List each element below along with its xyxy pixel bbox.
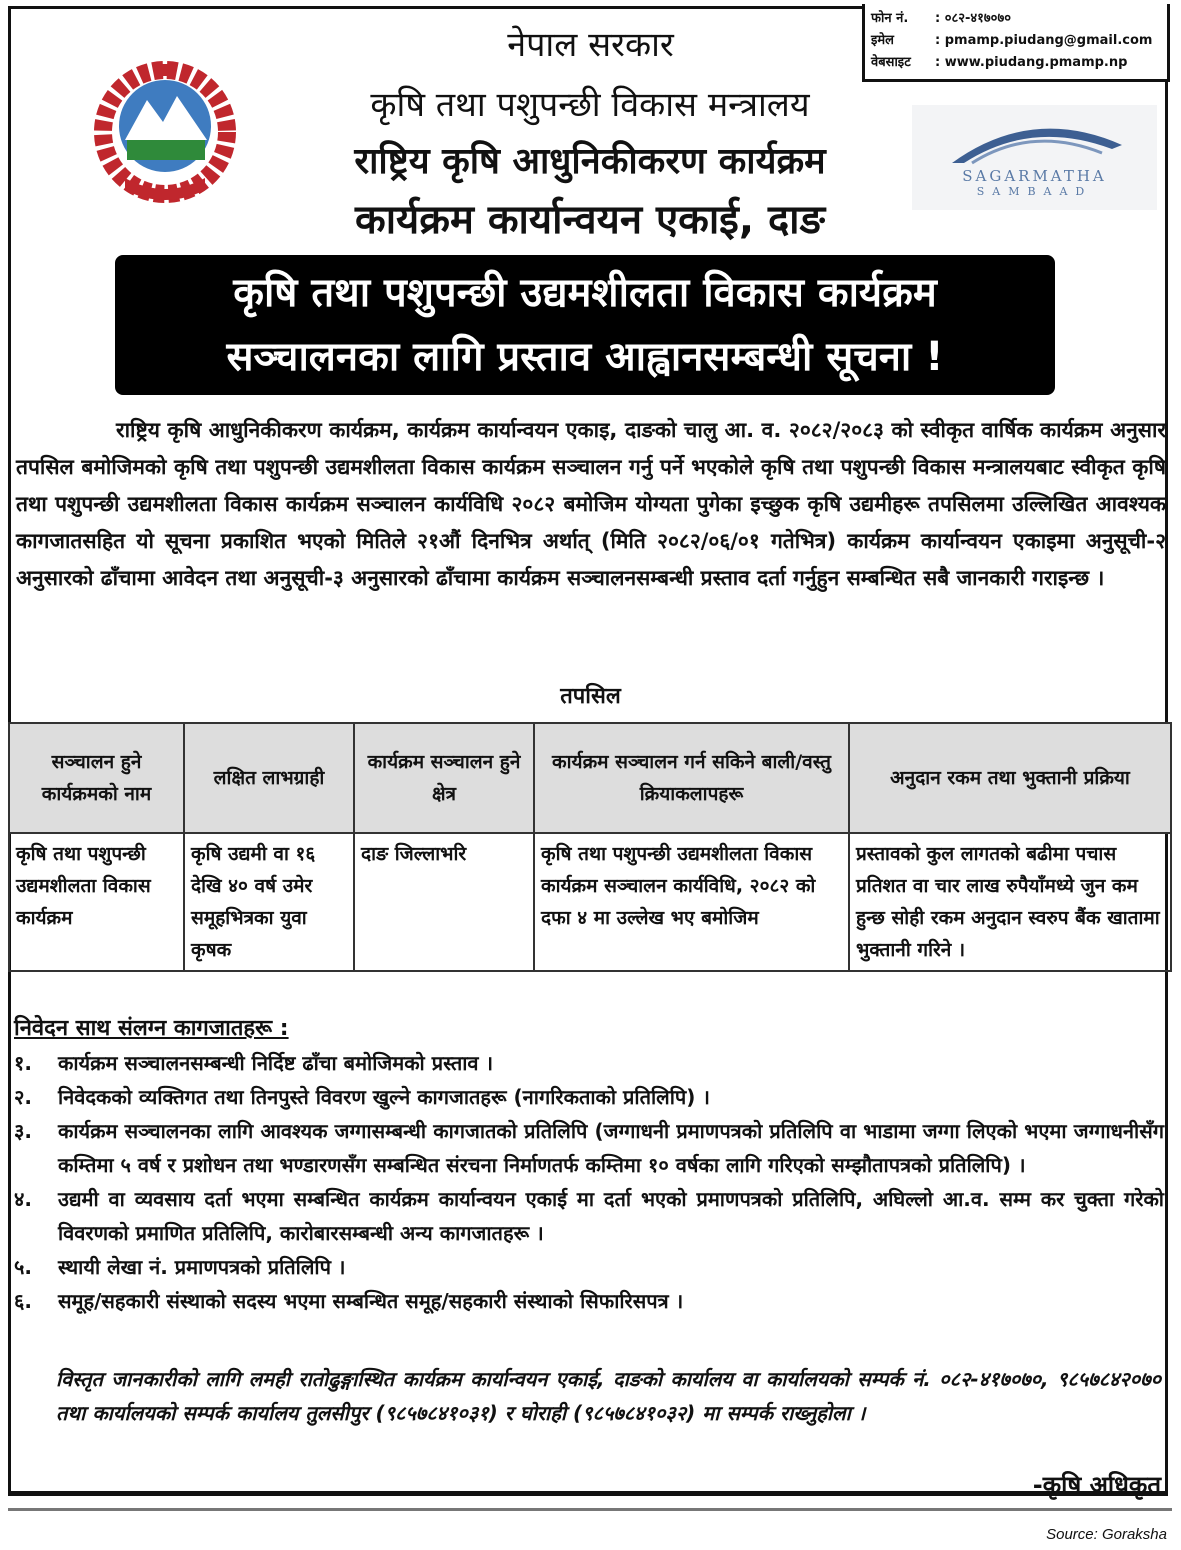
item-number: ६. — [14, 1289, 32, 1313]
item-number: ५. — [14, 1255, 32, 1279]
item-number: ३. — [14, 1119, 32, 1143]
cell-beneficiary: कृषि उद्यमी वा १६ देखि ४० वर्ष उमेर समूहभित्रका युवा कृषक — [184, 833, 354, 971]
item-text: स्थायी लेखा नं. प्रमाणपत्रको प्रतिलिपि । — [58, 1255, 346, 1279]
item-number: ४. — [14, 1187, 32, 1211]
table-title: तपसिल — [560, 684, 621, 709]
cell-program-name: कृषि तथा पशुपन्छी उद्यमशीलता विकास कार्यक्रम — [9, 833, 184, 971]
program-details-table — [8, 722, 1172, 972]
divider — [8, 1508, 1172, 1511]
unit-name: कार्यक्रम कार्यान्वयन एकाई, दाङ — [354, 197, 826, 243]
header-beneficiary: लक्षित लाभग्राही — [184, 723, 354, 833]
item-text: समूह/सहकारी संस्थाको सदस्य भएमा सम्बन्धित समूह/सहकारी संस्थाको सिफारिसपत्र । — [58, 1289, 684, 1313]
table-row — [9, 833, 1171, 971]
email-label: इमेल — [871, 33, 894, 48]
list-item — [14, 1114, 1164, 1182]
ministry-name: कृषि तथा पशुपन्छी विकास मन्त्रालय — [370, 85, 810, 125]
mountain-logo-icon — [912, 105, 1157, 165]
table-header-row — [9, 723, 1171, 833]
logo-text-line2: SAMBAAD — [976, 185, 1093, 198]
notice-title-banner — [115, 255, 1055, 395]
header-grant: अनुदान रकम तथा भुक्तानी प्रक्रिया — [849, 723, 1171, 833]
list-item — [14, 1182, 1164, 1250]
cell-area: दाङ जिल्लाभरि — [354, 833, 534, 971]
source-credit: Source: Goraksha — [1046, 1526, 1167, 1543]
phone-label: फोन नं. — [871, 11, 909, 26]
signatory: -कृषि अधिकृत — [1032, 1471, 1161, 1499]
item-text: निवेदकको व्यक्तिगत तथा तिनपुस्ते विवरण खुल्ने कागजातहरू (नागरिकताको प्रतिलिपि) । — [58, 1085, 710, 1109]
phone-value: : ०८२-४१७०७० — [935, 11, 1011, 26]
banner-line-2: सञ्चालनका लागि प्रस्ताव आह्वानसम्बन्धी सूचना ! — [226, 334, 944, 380]
contact-note: विस्तृत जानकारीको लागि लमही रातोढुङ्गास्थित कार्यक्रम कार्यान्वयन एकाई, दाङको कार्यालय वा कार्यालयको सम्पर्क नं. ०८२-४१७०७०, ९८५७८४२०७० तथा कार्यालयको सम्पर्क कार्यालय तुलसीपुर (९८५७८४१०३१) र घोराही (९८५७८४१०३२) मा सम्पर्क राख्नुहोला । — [56, 1367, 1161, 1425]
item-text: कार्यक्रम सञ्चालनसम्बन्धी निर्दिष्ट ढाँचा बमोजिमको प्रस्ताव । — [58, 1051, 494, 1075]
attachments-heading: निवेदन साथ संलग्न कागजातहरू : — [14, 1016, 289, 1041]
cell-grant: प्रस्तावको कुल लागतको बढीमा पचास प्रतिशत वा चार लाख रुपैयाँमध्ये जुन कम हुन्छ सोही रकम अनुदान स्वरुप बैंक खातामा भुक्तानी गरिने । — [849, 833, 1171, 971]
list-item — [14, 1080, 1164, 1114]
cell-activities: कृषि तथा पशुपन्छी उद्यमशीलता विकास कार्यक्रम सञ्चालन कार्यविधि, २०८२ को दफा ४ मा उल्लेख भए बमोजिम — [534, 833, 849, 971]
website-value: : www.piudang.pmamp.np — [935, 55, 1128, 70]
sagarmatha-logo — [912, 105, 1157, 210]
item-text: उद्यमी वा व्यवसाय दर्ता भएमा सम्बन्धित कार्यक्रम कार्यान्वयन एकाई मा दर्ता भएको प्रमाणपत्रको प्रतिलिपि, अघिल्लो आ.व. सम्म कर चुक्ता गरेको विवरणको प्रमाणित प्रतिलिपि, कारोबारसम्बन्धी अन्य कागजातहरू । — [58, 1187, 1164, 1245]
banner-line-1: कृषि तथा पशुपन्छी उद्यमशीलता विकास कार्यक्रम — [233, 270, 937, 316]
header-program-name: सञ्चालन हुने कार्यक्रमको नाम — [9, 723, 184, 833]
body-paragraph: राष्ट्रिय कृषि आधुनिकीकरण कार्यक्रम, कार्यक्रम कार्यान्वयन एकाइ, दाङको चालु आ. व. २०८२/२०८३ को स्वीकृत वार्षिक कार्यक्रम अनुसार तपसिल बमोजिमको कृषि तथा पशुपन्छी उद्यमशीलता विकास कार्यक्रम सञ्चालन गर्नु पर्ने भएकोले कृषि तथा पशुपन्छी विकास मन्त्रालयबाट स्वीकृत कृषि तथा पशुपन्छी उद्यमशीलता विकास कार्यक्रम सञ्चालन कार्यविधि २०८२ बमोजिम योग्यता पुगेका इच्छुक कृषि उद्यमीहरू तपसिलमा उल्लिखित आवश्यक कागजातसहित यो सूचना प्रकाशित भएको मितिले २१औं दिनभित्र अर्थात् (मिति २०८२/०६/०१ गतेभित्र) कार्यक्रम कार्यान्वयन एकाइमा अनुसूची-२ अनुसारको ढाँचामा आवेदन तथा अनुसूची-३ अनुसारको ढाँचामा कार्यक्रम सञ्चालनसम्बन्धी प्रस्ताव दर्ता गर्नुहुन सम्बन्धित सबै जानकारी गराइन्छ । — [16, 418, 1166, 590]
list-item — [14, 1284, 1164, 1318]
nepal-emblem-icon — [85, 60, 245, 205]
item-number: २. — [14, 1085, 32, 1109]
government-title: नेपाल सरकार — [507, 25, 674, 65]
item-number: १. — [14, 1051, 32, 1075]
list-item — [14, 1250, 1164, 1284]
logo-text-line1: SAGARMATHA — [962, 167, 1107, 185]
website-label: वेबसाइट — [871, 55, 911, 70]
email-value: : pmamp.piudang@gmail.com — [935, 33, 1153, 48]
header-area: कार्यक्रम सञ्चालन हुने क्षेत्र — [354, 723, 534, 833]
header-activities: कार्यक्रम सञ्चालन गर्न सकिने बाली/वस्तु क्रियाकलापहरू — [534, 723, 849, 833]
item-text: कार्यक्रम सञ्चालनका लागि आवश्यक जग्गासम्बन्धी कागजातको प्रतिलिपि (जग्गाधनी प्रमाणपत्रको प्रतिलिपि वा भाडामा जग्गा लिएको भएमा जग्गाधनीसँग कम्तिमा ५ वर्ष र प्रशोधन तथा भण्डारणसँग सम्बन्धित संरचना निर्माणतर्फ कम्तिमा १० वर्षका लागि गरिएको सम्झौतापत्रको प्रतिलिपि) । — [58, 1119, 1164, 1177]
program-name: राष्ट्रिय कृषि आधुनिकीकरण कार्यक्रम — [354, 141, 826, 182]
attachments-list — [14, 1046, 1164, 1318]
list-item — [14, 1046, 1164, 1080]
contact-box — [862, 4, 1170, 82]
